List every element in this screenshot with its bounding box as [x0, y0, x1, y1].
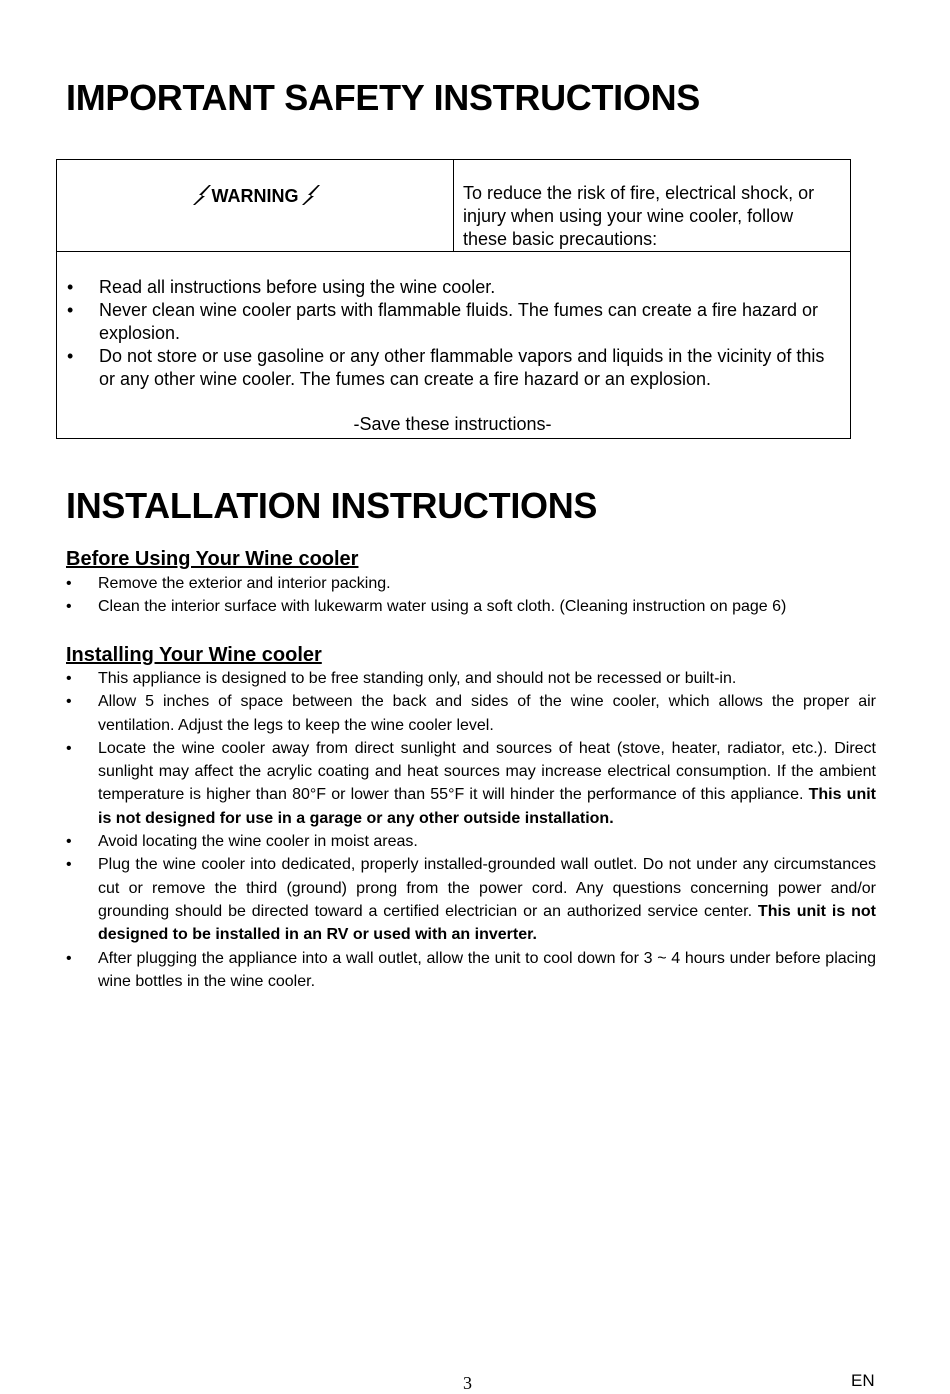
- installing-heading: Installing Your Wine cooler: [66, 644, 322, 666]
- item-bold-text: This unit is not designed for use in a garage or any other outside installation.: [98, 786, 876, 827]
- item-bold-text: This unit is not designed to be installed in an RV or used with an inverter.: [98, 902, 876, 944]
- list-item: [66, 737, 876, 830]
- warning-text: To reduce the risk of fire, electrical shock, or injury when using your wine cooler, follow these basic precautions:: [454, 160, 851, 252]
- item-text: This appliance is designed to be free standing only, and should not be recessed or built-in.: [98, 670, 737, 687]
- installing-list: [66, 667, 876, 993]
- before-using-heading: Before Using Your Wine cooler: [66, 548, 359, 570]
- installation-title: INSTALLATION INSTRUCTIONS: [66, 485, 598, 526]
- warning-label-cell: [57, 160, 454, 252]
- save-instructions-note: -Save these instructions-: [353, 414, 552, 434]
- list-item: • Do not store or use gasoline or any other flammable vapors and liquids in the vicinity of this or any other wine cooler. The fumes can create a fire hazard or an explosion.: [67, 345, 838, 391]
- item-text: After plugging the appliance into a wall outlet, allow the unit to cool down for 3 ~ 4 hours under before placing wine bottles in the wine cooler.: [98, 949, 876, 990]
- safety-title: IMPORTANT SAFETY INSTRUCTIONS: [66, 77, 700, 118]
- before-using-list: [66, 572, 876, 619]
- precautions-cell: [57, 252, 851, 439]
- item-text: Plug the wine cooler into dedicated, properly installed-grounded wall outlet. Do not under any circumstances cut or remove the third (ground) prong from the power cord. Any questions concerning power and/or grounding should be directed toward a certified electrician or an authorized service center.: [98, 856, 876, 920]
- language-code: EN: [851, 1371, 875, 1390]
- item-text: Allow 5 inches of space between the back and sides of the wine cooler, which allows the proper air ventilation. Adjust the legs to keep the wine cooler level.: [98, 693, 876, 734]
- list-item: • Never clean wine cooler parts with flammable fluids. The fumes can create a fire hazard or explosion.: [67, 299, 838, 345]
- list-item: • Clean the interior surface with lukewarm water using a soft cloth. (Cleaning instruction on page 6): [66, 595, 876, 618]
- item-text: Locate the wine cooler away from direct sunlight and sources of heat (stove, heater, radiator, etc.). Direct sunlight may affect the acrylic coating and heat sources may increase electrical consumption. If the ambient temperature is higher than 80°F or lower than 55°F it will hinder the performance of this appliance.: [98, 739, 876, 804]
- list-item: • Read all instructions before using the wine cooler.: [67, 276, 838, 299]
- page-number: 3: [463, 1373, 472, 1393]
- warning-box: [56, 159, 851, 439]
- list-item: [66, 947, 876, 994]
- warning-label: WARNING: [211, 186, 299, 206]
- item-text: Avoid locating the wine cooler in moist areas.: [98, 833, 418, 851]
- list-item: [66, 690, 876, 737]
- list-item: [66, 667, 876, 690]
- precautions-list: [67, 276, 838, 391]
- list-item: [66, 830, 876, 853]
- lightning-bolt-icon: [299, 184, 321, 206]
- list-item: • Remove the exterior and interior packing.: [66, 572, 876, 595]
- lightning-bolt-icon: [190, 184, 212, 206]
- list-item: [66, 853, 876, 946]
